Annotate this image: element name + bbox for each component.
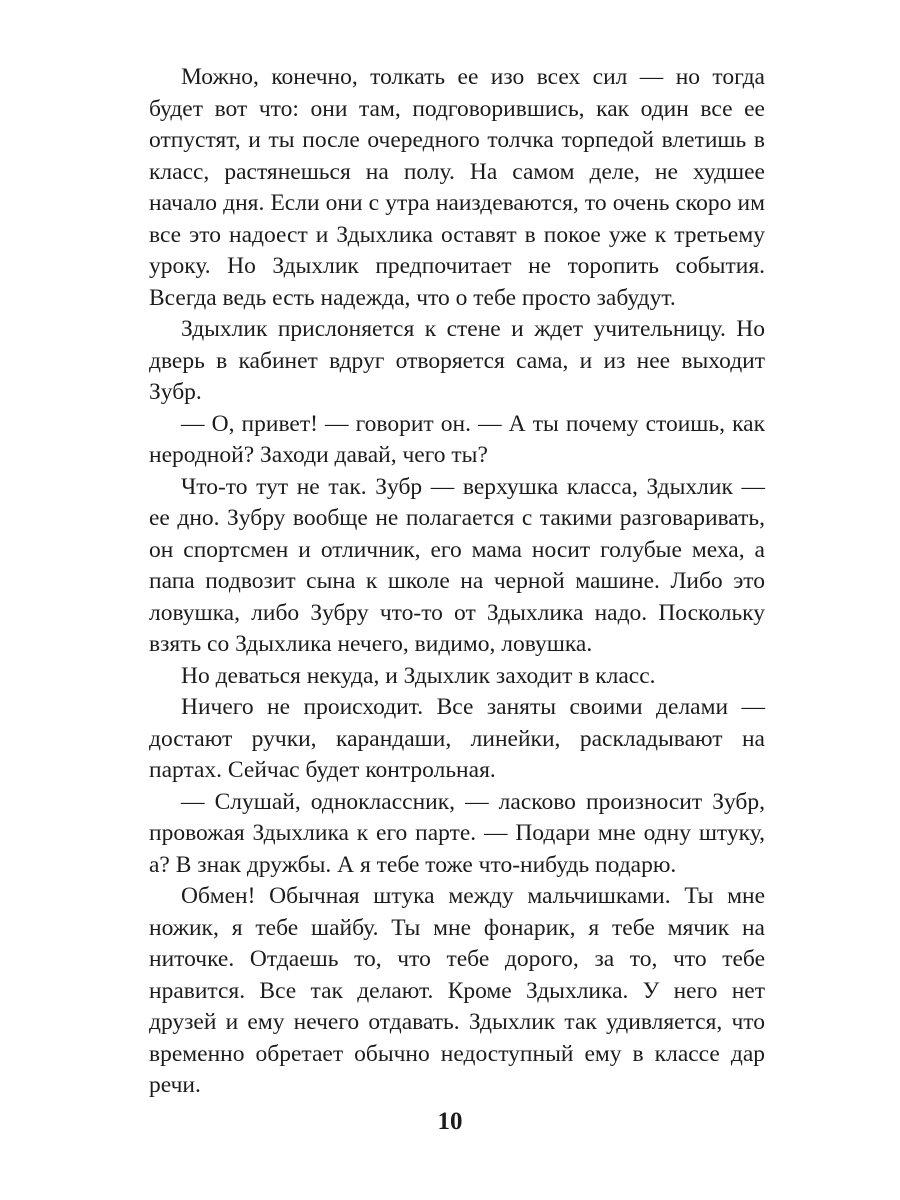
paragraph-5: Но деваться некуда, и Здыхлик заходит в класс.	[181, 662, 656, 689]
paragraph-2: Здыхлик прислоняется к стене и ждет учительницу. Но дверь в кабинет вдруг отворяется сама, и из нее выходит Зубр.	[149, 316, 765, 405]
paragraph-6: Ничего не происходит. Все заняты своими делами — достают ручки, карандаши, линейки, раскладывают на партах. Сейчас будет контрольная.	[149, 694, 765, 783]
page-number: 10	[437, 1108, 463, 1135]
body-text	[149, 62, 765, 1102]
paragraph-4: Что-то тут не так. Зубр — верхушка класса, Здыхлик — ее дно. Зубру вообще не полагается с такими разговаривать, он спортсмен и отличник, его мама носит голубые меха, а папа подвозит сына к школе на черной машине. Либо это ловушка, либо Зубру что-то от Здыхлика надо. Поскольку взять со Здыхлика нечего, видимо, ловушка.	[149, 473, 765, 657]
paragraph-8: Обмен! Обычная штука между мальчишками. Ты мне ножик, я тебе шайбу. Ты мне фонарик, я тебе мячик на ниточке. Отдаешь то, что тебе дорого, за то, что тебе нравится. Все так делают. Кроме Здыхлика. У него нет друзей и ему нечего отдавать. Здыхлик так удивляется, что временно обретает обычно недоступный ему в классе дар речи.	[149, 883, 765, 1098]
paragraph-3: — О, привет! — говорит он. — А ты почему стоишь, как неродной? Заходи давай, чего ты?	[149, 410, 765, 468]
paragraph-7: — Слушай, одноклассник, — ласково произносит Зубр, провожая Здыхлика к его парте. — Подари мне одну штуку, а? В знак дружбы. А я тебе тоже что-нибудь подарю.	[149, 788, 765, 878]
paragraph-1: Можно, конечно, толкать ее изо всех сил — но тогда будет вот что: они там, подговорившись, как один все ее отпустят, и ты после очередного толчка торпедой влетишь в класс, растянешься на полу. На самом деле, не худшее начало дня. Если они с утра наиздеваются, то очень скоро им все это надоест и Здыхлика оставят в покое уже к третьему уроку. Но Здыхлик предпочитает не торопить события. Всегда ведь есть надежда, что о тебе просто забудут.	[149, 64, 765, 311]
